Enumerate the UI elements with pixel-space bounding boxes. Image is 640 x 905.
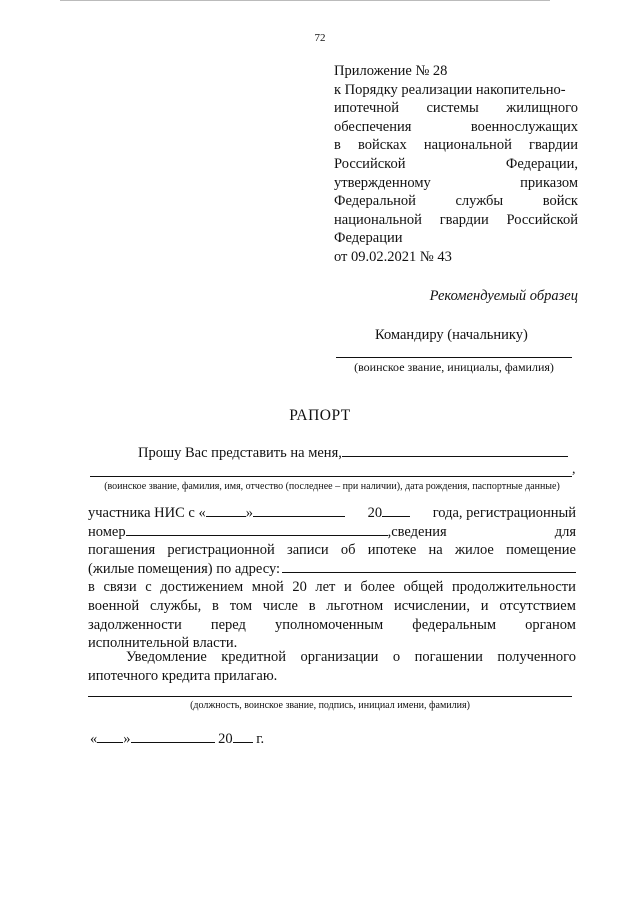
page-top-edge xyxy=(60,0,550,1)
signature-blank-line[interactable] xyxy=(88,696,572,697)
addressee-blank-line[interactable] xyxy=(336,357,572,358)
addressee-caption: (воинское звание, инициалы, фамилия) xyxy=(354,360,554,374)
body-row-debt: задолженности перед уполномоченным федеральным органом xyxy=(88,616,576,633)
body-row-redemption: погашения регистрационной записи об ипотеке на жилое помещение xyxy=(88,542,576,559)
person-details-blank-line[interactable] xyxy=(90,476,572,477)
year-blank[interactable] xyxy=(382,504,410,517)
day-blank[interactable] xyxy=(206,504,246,517)
request-comma: , xyxy=(572,462,576,477)
date-year-blank[interactable] xyxy=(233,730,253,743)
signature-caption: (должность, воинское звание, подпись, инициал имени, фамилия) xyxy=(190,700,470,711)
appendix-line: в войсках национальной гвардии xyxy=(334,137,578,154)
appendix-line: утвержденному приказом xyxy=(334,174,578,191)
body-row-number: номер , сведения для xyxy=(88,523,576,540)
appendix-line: национальной гвардии Российской xyxy=(334,211,578,228)
person-caption: (воинское звание, фамилия, имя, отчество (последнее – при наличии), дата рождения, паспортные данные) xyxy=(104,481,560,492)
date-line: « » 20 г. xyxy=(90,731,265,747)
body-row-participant: участника НИС с « » 20 года, регистрационный xyxy=(88,505,576,521)
notice-paragraph xyxy=(88,648,576,685)
appendix-title: Приложение № 28 xyxy=(334,63,448,79)
body-row-reason: в связи с достижением мной 20 лет и более общей продолжительности xyxy=(88,579,576,596)
document-title: РАПОРТ xyxy=(289,407,351,424)
recommended-sample-label: Рекомендуемый образец xyxy=(429,288,578,304)
request-text: Прошу Вас представить на меня, xyxy=(138,445,342,461)
appendix-line: Федеральной службы войск xyxy=(334,193,578,210)
body-row-service: военной службы, в том числе в льготном исчислении, и отсутствием xyxy=(88,597,576,614)
month-blank[interactable] xyxy=(253,504,345,517)
notice-line-1: Уведомление кредитной организации о погашении полученного xyxy=(126,649,576,665)
body-row-authority: исполнительной власти. xyxy=(88,635,238,652)
request-line xyxy=(138,444,568,462)
appendix-line: к Порядку реализации накопительно- xyxy=(334,81,566,98)
addressee-text: Командиру (начальнику) xyxy=(375,327,528,343)
page-number: 72 xyxy=(314,32,326,44)
appendix-date: от 09.02.2021 № 43 xyxy=(334,248,452,265)
registration-number-blank[interactable] xyxy=(126,523,388,536)
notice-line-2: ипотечного кредита прилагаю. xyxy=(88,667,278,684)
address-blank[interactable] xyxy=(282,560,576,573)
appendix-line: обеспечения военнослужащих xyxy=(334,118,578,135)
appendix-line: Федерации xyxy=(334,230,403,247)
appendix-block xyxy=(334,62,578,267)
date-day-blank[interactable] xyxy=(97,730,123,743)
appendix-line: ипотечной системы жилищного xyxy=(334,100,578,117)
date-month-blank[interactable] xyxy=(131,730,215,743)
appendix-line: Российской Федерации, xyxy=(334,155,578,172)
person-blank[interactable] xyxy=(342,444,568,457)
body-row-address: (жилые помещения) по адресу: xyxy=(88,560,576,579)
body-text xyxy=(88,504,576,653)
